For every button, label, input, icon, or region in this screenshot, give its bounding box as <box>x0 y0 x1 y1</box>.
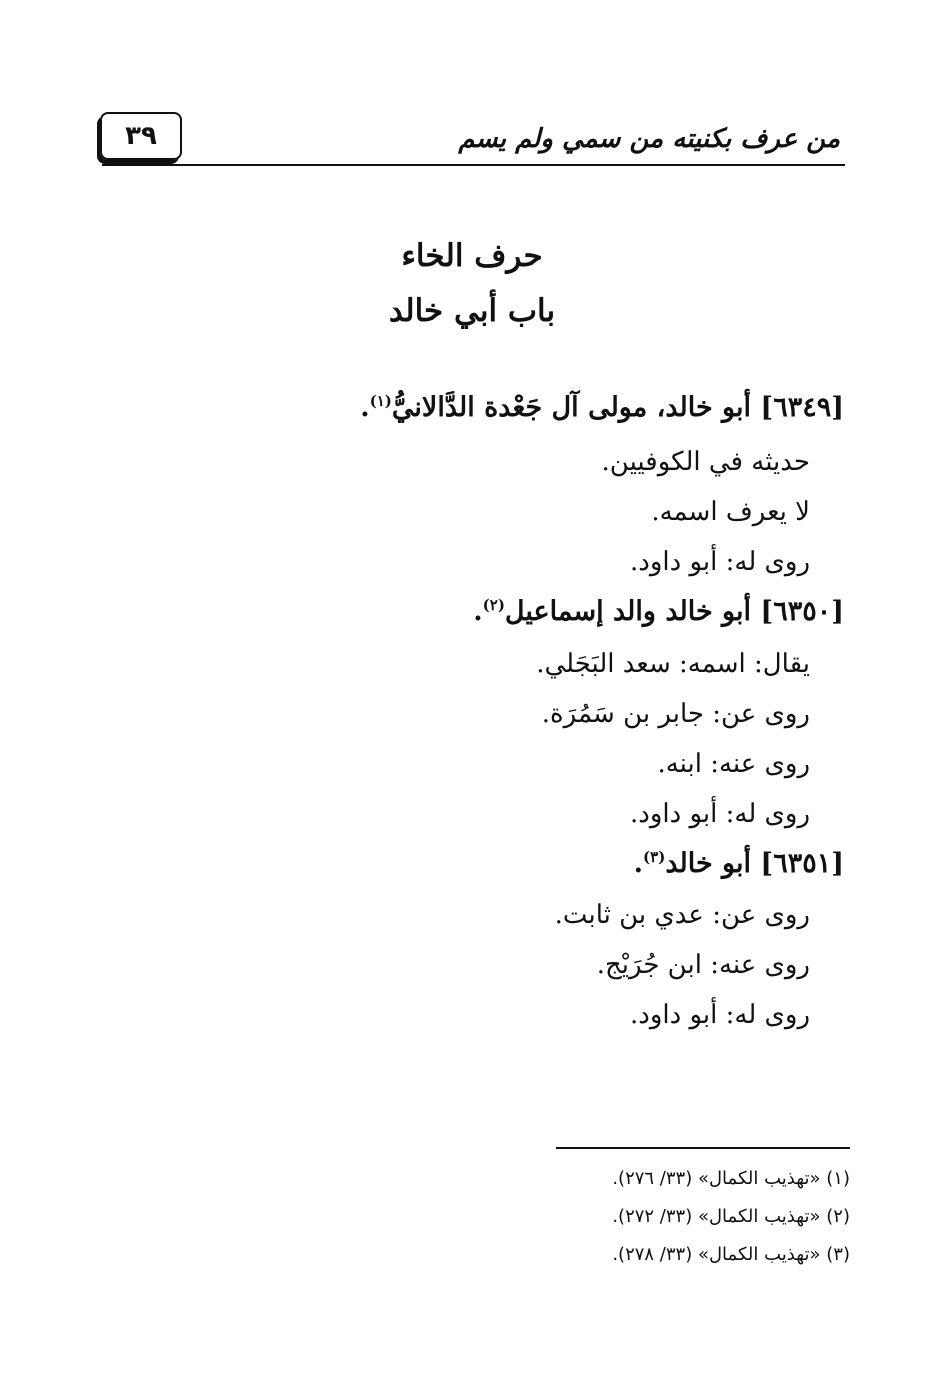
chapter-heading: باب أبي خالد <box>388 293 556 329</box>
entry-number: [٦٣٤٩] <box>760 392 844 423</box>
entry-detail-line: روى له: أبو داود. <box>630 799 810 829</box>
entry-heading <box>360 392 844 423</box>
entry-name: أبو خالد <box>665 848 752 879</box>
entry-detail-line: روى عن: جابر بن سَمُرَة. <box>541 699 810 729</box>
entry-number: [٦٣٥١] <box>760 848 844 879</box>
footnote: (٣) «تهذيب الكمال» (٣٣/ ٢٧٨). <box>612 1244 850 1265</box>
footnote-divider <box>556 1147 850 1149</box>
footnote-reference[interactable]: (٢) <box>482 596 505 614</box>
entry-detail-line: حديثه في الكوفيين. <box>601 447 810 477</box>
footnote: (٢) «تهذيب الكمال» (٣٣/ ٢٧٢). <box>612 1206 850 1227</box>
entry-detail-line: روى عنه: ابن جُرَيْج. <box>596 950 810 980</box>
entry-detail-line: روى عنه: ابنه. <box>657 749 810 779</box>
footnote-reference[interactable]: (٣) <box>643 848 666 866</box>
entry-detail-line: روى له: أبو داود. <box>630 547 810 577</box>
entry-detail-line: روى له: أبو داود. <box>630 1000 810 1030</box>
entry-detail-line: لا يعرف اسمه. <box>651 497 810 527</box>
footnote: (١) «تهذيب الكمال» (٣٣/ ٢٧٦). <box>612 1168 850 1189</box>
footnote-reference[interactable]: (١) <box>369 392 392 410</box>
entry-name: أبو خالد والد إسماعيل <box>504 596 752 627</box>
running-header-title: من عرف بكنيته من سمي ولم يسم <box>458 124 840 154</box>
header-divider <box>102 164 845 166</box>
page-number: ٣٩ <box>100 112 182 160</box>
entry-number: [٦٣٥٠] <box>760 596 844 627</box>
entry-end-mark: . <box>633 848 644 879</box>
entry-heading <box>634 848 844 879</box>
entry-name: أبو خالد، مولى آل جَعْدة الدَّالانيُّ <box>391 392 752 423</box>
letter-heading: حرف الخاء <box>401 238 543 274</box>
entry-end-mark: . <box>360 392 370 423</box>
entry-detail-line: يقال: اسمه: سعد البَجَلي. <box>536 649 810 679</box>
entry-heading <box>473 596 844 627</box>
entry-end-mark: . <box>473 596 483 627</box>
entry-detail-line: روى عن: عدي بن ثابت. <box>554 900 810 930</box>
